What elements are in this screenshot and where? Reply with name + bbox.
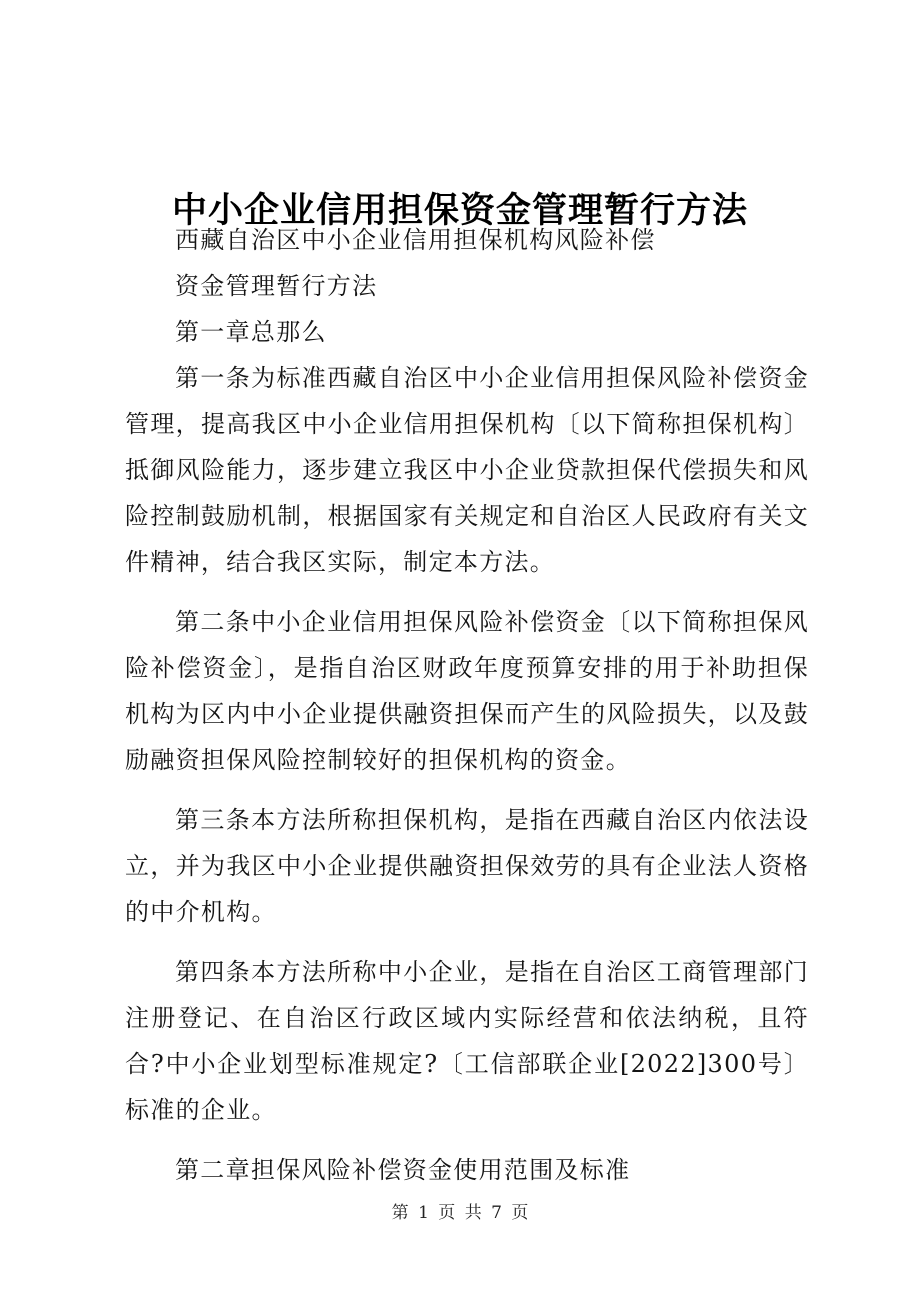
article-2: 第二条中小企业信用担保风险补偿资金〔以下简称担保风险补偿资金〕，是指自治区财政年度预算安排的用于补助担保机构为区内中小企业提供融资担保而产生的风险损失，以及鼓励融资担保风险控制较好的担保机构的资金。 [125, 608, 809, 774]
subtitle-line-1: 西藏自治区中小企业信用担保机构风险补偿 [175, 226, 656, 254]
article-1: 第一条为标准西藏自治区中小企业信用担保风险补偿资金管理，提高我区中小企业信用担保机构〔以下简称担保机构〕抵御风险能力，逐步建立我区中小企业贷款担保代偿损失和风险控制鼓励机制，根据国家有关规定和自治区人民政府有关文件精神，结合我区实际，制定本方法。 [125, 364, 809, 576]
document-body [125, 217, 809, 1193]
chapter-heading-1: 第一章总那么 [175, 318, 327, 346]
page-number-footer: 第 1 页 共 7 页 [391, 1203, 529, 1223]
subtitle-line-2: 资金管理暂行方法 [175, 272, 378, 300]
document-title: 中小企业信用担保资金管理暂行方法 [171, 191, 748, 232]
article-3: 第三条本方法所称担保机构，是指在西藏自治区内依法设立，并为我区中小企业提供融资担保效劳的具有企业法人资格的中介机构。 [125, 806, 809, 926]
article-4: 第四条本方法所称中小企业，是指在自治区工商管理部门注册登记、在自治区行政区域内实际经营和依法纳税，且符合?中小企业划型标准规定?〔工信部联企业[2022]300号〕标准的企业。 [125, 958, 809, 1124]
chapter-heading-2: 第二章担保风险补偿资金使用范围及标准 [175, 1156, 631, 1184]
